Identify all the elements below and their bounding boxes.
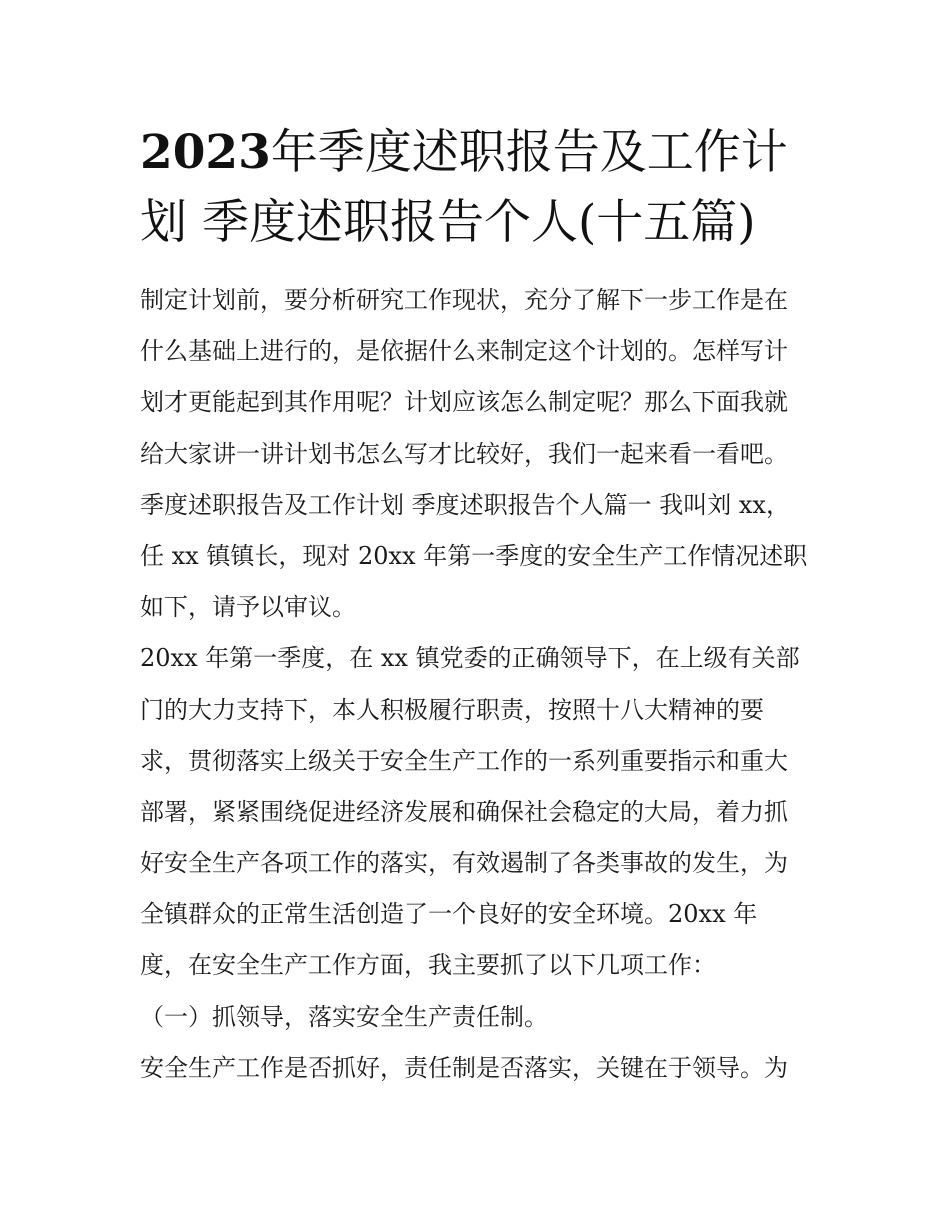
body-line: 求，贯彻落实上级关于安全生产工作的一系列重要指示和重大 — [140, 746, 788, 775]
body-line: （一）抓领导，落实安全生产责任制。 — [140, 1002, 548, 1031]
body-line: 任 xx 镇镇长，现对 20xx 年第一季度的安全生产工作情况述职 — [140, 541, 808, 570]
body-line: 制定计划前，要分析研究工作现状，充分了解下一步工作是在 — [140, 286, 788, 314]
body-line: 20xx 年第一季度，在 xx 镇党委的正确领导下，在上级有关部 — [140, 644, 800, 673]
title-line-1 — [140, 118, 820, 188]
body-line: 划才更能起到其作用呢？计划应该怎么制定呢？那么下面我就 — [140, 388, 788, 417]
document-body — [140, 275, 820, 1094]
title-line-2: 划 季度述职报告个人(十五篇) — [140, 195, 756, 250]
body-line: 度，在安全生产工作方面，我主要抓了以下几项工作： — [140, 951, 716, 980]
title-year: 2023 — [140, 125, 271, 180]
body-line: 季度述职报告及工作计划 季度述职报告个人篇一 我叫刘 xx， — [140, 490, 790, 519]
body-line: 安全生产工作是否抓好，责任制是否落实，关键在于领导。为 — [140, 1053, 788, 1082]
body-line: 部署，紧紧围绕促进经济发展和确保社会稳定的大局，着力抓 — [140, 797, 788, 826]
body-line: 如下，请予以审议。 — [140, 593, 356, 622]
body-line: 门的大力支持下，本人积极履行职责，按照十八大精神的要 — [140, 695, 764, 724]
body-line: 好安全生产各项工作的落实，有效遏制了各类事故的发生，为 — [140, 849, 788, 878]
body-line: 全镇群众的正常生活创造了一个良好的安全环境。20xx 年 — [140, 900, 758, 929]
body-line: 什么基础上进行的，是依据什么来制定这个计划的。怎样写计 — [140, 337, 788, 366]
title-line-1-text: 年季度述职报告及工作计 — [270, 125, 788, 180]
document-title — [140, 118, 820, 258]
body-line: 给大家讲一讲计划书怎么写才比较好，我们一起来看一看吧。 — [140, 439, 788, 468]
